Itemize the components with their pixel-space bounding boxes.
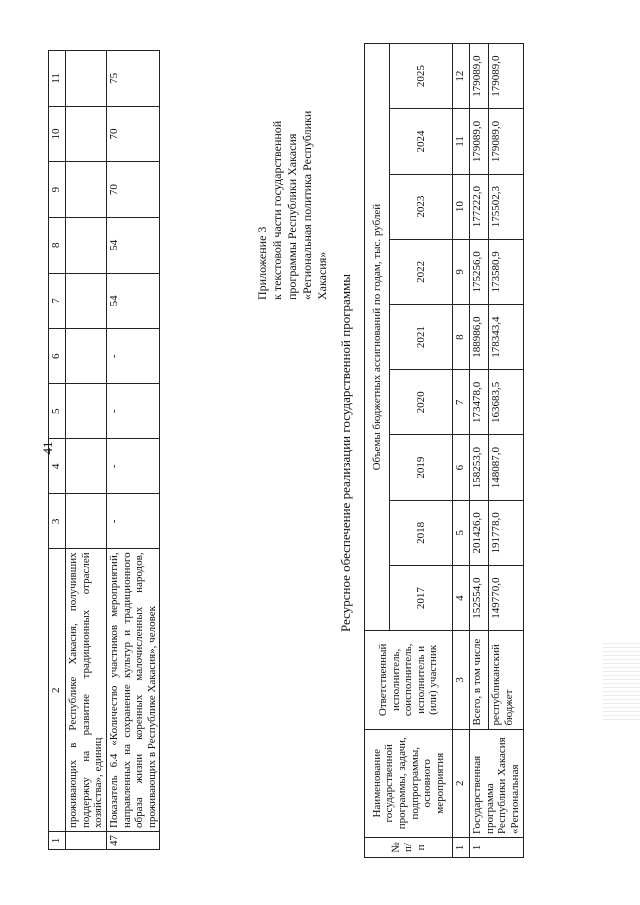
index-row [453,44,470,858]
scan-artifact [602,640,640,720]
appendix-line: Приложение 3 [255,226,269,300]
value-cell: 75 [106,51,160,107]
year-cell: 2021 [390,305,453,370]
year-cell: 2017 [390,565,453,630]
index-cell: 12 [453,44,470,109]
header-cell: 7 [49,273,66,329]
appendix-note [255,40,330,300]
table-header-row [49,51,66,850]
total-label: Всего, в том числе [470,631,489,729]
year-cell: 2022 [390,239,453,304]
value-cell: 70 [106,162,160,218]
value-cell: - [106,494,160,549]
budget-label: республиканский бюджет [489,631,524,729]
header-cell: 8 [49,217,66,273]
value-cell: 163683,5 [489,370,524,435]
header-cell: 2 [49,549,66,832]
index-cell: 7 [453,370,470,435]
table-row [66,51,107,850]
header-number: № п/п [365,837,453,857]
value-cell: 179089,0 [489,109,524,174]
value-cell: 158253,0 [470,435,489,500]
appendix-line: программы Республики Хакасия [285,133,299,300]
index-cell: 6 [453,435,470,500]
value-cell: 149770,0 [489,565,524,630]
year-cell: 2018 [390,500,453,565]
year-cell: 2024 [390,109,453,174]
value-cell: 178343,4 [489,305,524,370]
header-cell: 5 [49,384,66,439]
header-cell: 4 [49,439,66,494]
value-cell: 201426,0 [470,500,489,565]
table-header-row [365,44,390,858]
appendix-line: Хакасия» [315,251,329,300]
header-responsible: Ответственный исполнитель, соисполнитель, исполнитель и (или) участник [365,631,453,729]
value-cell: 175502,3 [489,174,524,239]
appendix-line: «Региональная политика Республики [300,110,314,300]
value-cell: 188986,0 [470,305,489,370]
index-cell: 8 [453,305,470,370]
value-cell: 173580,9 [489,239,524,304]
value-cell: - [106,329,160,384]
year-cell: 2020 [390,370,453,435]
index-cell: 3 [453,631,470,729]
value-cell: 70 [106,106,160,162]
header-cell: 6 [49,329,66,384]
header-cell: 10 [49,106,66,162]
value-cell: 152554,0 [470,565,489,630]
value-cell: 54 [106,273,160,329]
header-cell: 9 [49,162,66,218]
value-cell: - [106,439,160,494]
year-cell: 2025 [390,44,453,109]
indicators-table [48,50,160,850]
table-row [470,44,489,858]
index-cell: 4 [453,565,470,630]
indicator-text: Показатель 6.4 «Количество участников мероприятий, направленных на сохранение культур и традиционного образа жизни коренных малочисленных народов, проживающих в Республике Хакасия», человек [106,549,160,832]
value-cell: 179089,0 [470,44,489,109]
value-cell: 54 [106,217,160,273]
value-cell: - [106,384,160,439]
resources-table [364,43,524,858]
year-cell: 2019 [390,435,453,500]
page-number: 41 [40,441,55,455]
section-title: Ресурсное обеспечение реализации государственной программы [338,273,353,633]
index-cell: 5 [453,500,470,565]
header-cell: 3 [49,494,66,549]
year-cell: 2023 [390,174,453,239]
row-number: 47 [106,832,160,850]
index-cell: 11 [453,109,470,174]
header-name: Наименование государственной программы, задачи, подпрограммы, основного мероприятия [365,729,453,837]
index-cell: 1 [453,837,470,857]
indicator-text: проживающих в Республике Хакасия, получивших поддержку на развитие традиционных отраслей хозяйства», единиц [66,549,107,832]
value-cell: 179089,0 [470,109,489,174]
row-number: 1 [470,837,524,857]
value-cell: 173478,0 [470,370,489,435]
program-name: Государственная программа Республики Хакасия «Региональная [470,729,524,837]
value-cell: 175256,0 [470,239,489,304]
index-cell: 10 [453,174,470,239]
value-cell: 177222,0 [470,174,489,239]
value-cell: 179089,0 [489,44,524,109]
header-cell: 11 [49,51,66,107]
index-cell: 9 [453,239,470,304]
index-cell: 2 [453,729,470,837]
table-row [106,51,160,850]
appendix-line: к текстовой части государственной [270,120,284,300]
header-volume: Объемы бюджетных ассигнований по годам, тыс. рублей [365,44,390,631]
value-cell: 191778,0 [489,500,524,565]
header-cell: 1 [49,832,66,850]
value-cell: 148087,0 [489,435,524,500]
